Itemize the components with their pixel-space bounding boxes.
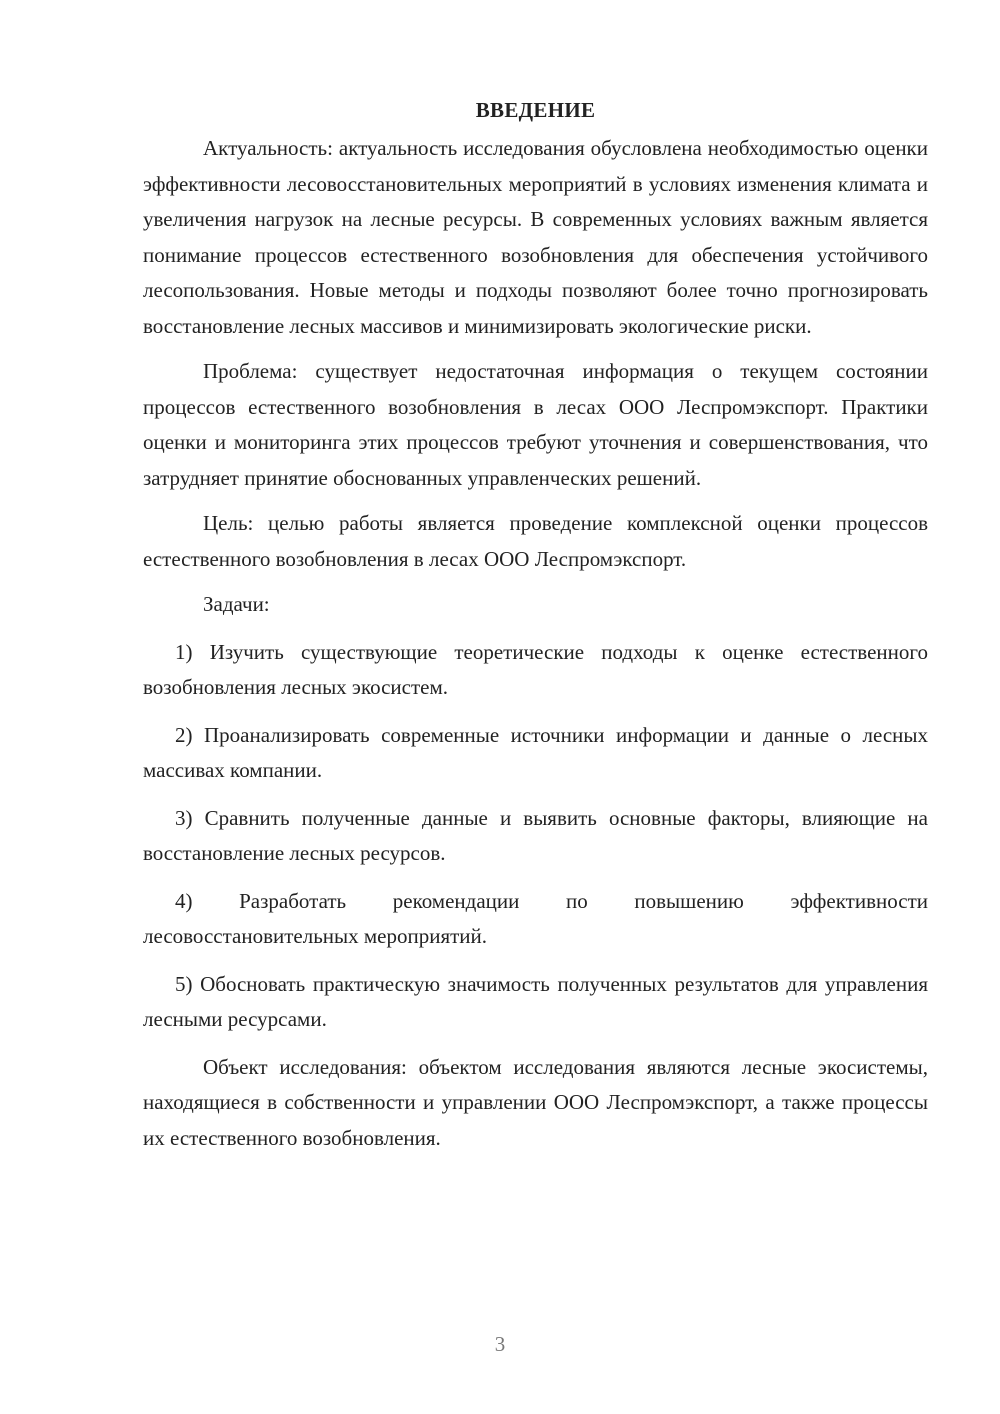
task-item-3: 3) Сравнить полученные данные и выявить основные факторы, влияющие на восстановление лесных ресурсов. (143, 805, 928, 865)
task-item-5: 5) Обосновать практическую значимость полученных результатов для управления лесными ресурсами. (143, 971, 928, 1031)
paragraph-goal: Цель: целью работы является проведение комплексной оценки процессов естественного возобновления в лесах ООО Леспромэкспорт. (143, 511, 928, 571)
task-item-4: 4) Разработать рекомендации по повышению эффективности лесовосстановительных мероприятий. (143, 888, 928, 948)
tasks-label: Задачи: (203, 592, 270, 616)
page-number: 3 (494, 1332, 506, 1356)
section-heading: ВВЕДЕНИЕ (475, 98, 596, 122)
paragraph-relevance: Актуальность: актуальность исследования обусловлена необходимостью оценки эффективности лесовосстановительных мероприятий в условиях изменения климата и увеличения нагрузок на лесные ресурсы. В современных условиях важным является понимание процессов естественного возобновления для обеспечения устойчивого лесопользования. Новые методы и подходы позволяют более точно прогнозировать восстановление лесных массивов и минимизировать экологические риски. (143, 136, 928, 338)
paragraph-problem: Проблема: существует недостаточная информация о текущем состоянии процессов естественного возобновления в лесах ООО Леспромэкспорт. Практики оценки и мониторинга этих процессов требуют уточнения и совершенствования, что затрудняет принятие обоснованных управленческих решений. (143, 359, 928, 490)
task-item-1: 1) Изучить существующие теоретические подходы к оценке естественного возобновления лесных экосистем. (143, 639, 928, 699)
paragraph-object: Объект исследования: объектом исследования являются лесные экосистемы, находящиеся в собственности и управлении ООО Леспромэкспорт, а также процессы их естественного возобновления. (143, 1054, 928, 1150)
task-item-2: 2) Проанализировать современные источники информации и данные о лесных массивах компании. (143, 722, 928, 782)
document-page (143, 92, 928, 1156)
